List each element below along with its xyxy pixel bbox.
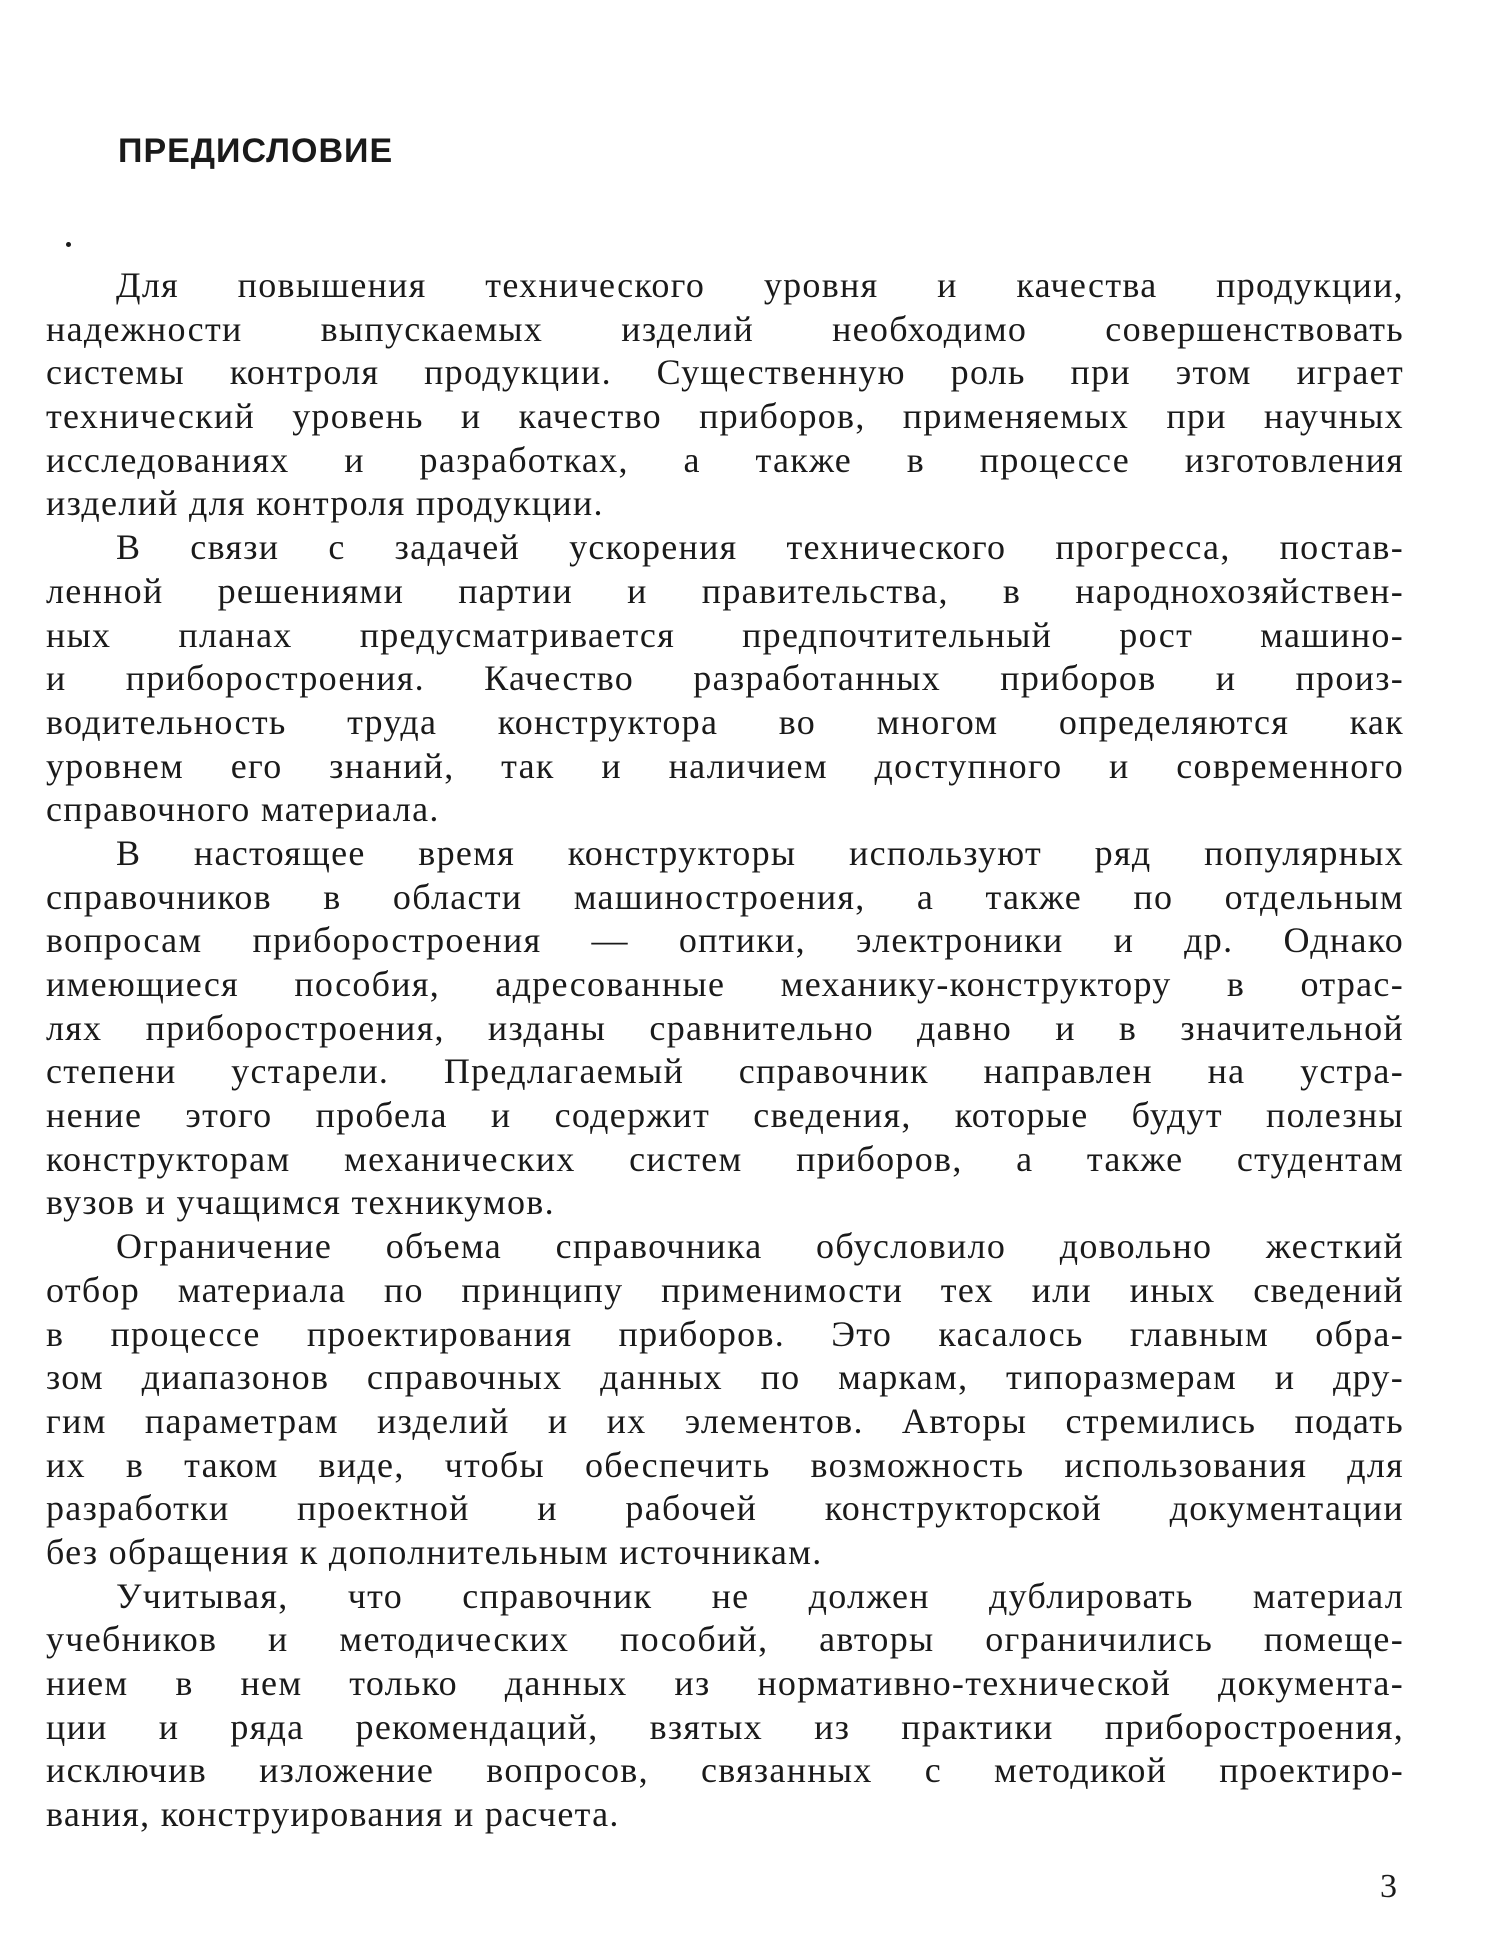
text-line: отбор материала по принципу применимости тех или иных сведений bbox=[46, 1269, 1404, 1310]
text-line: без обращения к дополнительным источникам. bbox=[46, 1531, 823, 1572]
page-heading: ПРЕДИСЛОВИЕ bbox=[118, 132, 394, 170]
text-line: надежности выпускаемых изделий необходимо совершенствовать bbox=[46, 308, 1404, 349]
text-line: Учитывая, что справочник не должен дублировать материал bbox=[116, 1575, 1404, 1616]
text-line: системы контроля продукции. Существенную роль при этом играет bbox=[46, 352, 1404, 393]
text-line: нение этого пробела и содержит сведения, которые будут полезны bbox=[46, 1095, 1404, 1136]
text-line: учебников и методических пособий, авторы ограничились помеще- bbox=[46, 1619, 1404, 1660]
paragraph bbox=[46, 264, 1404, 526]
text-line: ных планах предусматривается предпочтительный рост машино- bbox=[46, 614, 1404, 655]
text-line: справочного материала. bbox=[46, 789, 440, 830]
text-line: ции и ряда рекомендаций, взятых из практики приборостроения, bbox=[46, 1706, 1404, 1747]
page-number: 3 bbox=[1380, 1868, 1397, 1905]
text-line: исключив изложение вопросов, связанных с методикой проектиро- bbox=[46, 1750, 1404, 1791]
paragraph bbox=[46, 1575, 1404, 1837]
text-line: водительность труда конструктора во многом определяются как bbox=[46, 701, 1404, 742]
print-speck bbox=[66, 242, 71, 247]
text-line: разработки проектной и рабочей конструкторской документации bbox=[46, 1488, 1404, 1529]
text-line: В связи с задачей ускорения технического прогресса, постав- bbox=[116, 527, 1404, 568]
text-line: вузов и учащимся техникумов. bbox=[46, 1182, 555, 1223]
paragraph bbox=[46, 1225, 1404, 1575]
text-line: нием в нем только данных из нормативно-технической документа- bbox=[46, 1663, 1404, 1703]
text-line: их в таком виде, чтобы обеспечить возможность использования для bbox=[46, 1444, 1404, 1485]
text-line: справочников в области машиностроения, а также по отдельным bbox=[46, 876, 1404, 917]
text-line: степени устарели. Предлагаемый справочник направлен на устра- bbox=[46, 1051, 1404, 1092]
text-line: ленной решениями партии и правительства, в народнохозяйствен- bbox=[46, 570, 1404, 611]
text-line: лях приборостроения, изданы сравнительно давно и в значительной bbox=[46, 1007, 1404, 1048]
text-line: и приборостроения. Качество разработанных приборов и произ- bbox=[46, 658, 1404, 699]
text-line: исследованиях и разработках, а также в процессе изготовления bbox=[46, 439, 1404, 480]
text-line: Ограничение объема справочника обусловило довольно жесткий bbox=[116, 1226, 1404, 1267]
text-line: конструкторам механических систем приборов, а также студентам bbox=[46, 1138, 1404, 1179]
paragraph bbox=[46, 526, 1404, 832]
text-line: В настоящее время конструкторы используют ряд популярных bbox=[116, 832, 1404, 873]
text-line: гим параметрам изделий и их элементов. Авторы стремились подать bbox=[46, 1400, 1404, 1441]
text-line: имеющиеся пособия, адресованные механику-конструктору в отрас- bbox=[46, 964, 1404, 1004]
body-text bbox=[46, 264, 1404, 1837]
text-line: вания, конструирования и расчета. bbox=[46, 1794, 620, 1835]
text-line: в процессе проектирования приборов. Это касалось главным обра- bbox=[46, 1313, 1404, 1354]
text-line: вопросам приборостроения — оптики, электроники и др. Однако bbox=[46, 920, 1404, 961]
text-line: зом диапазонов справочных данных по маркам, типоразмерам и дру- bbox=[46, 1357, 1404, 1398]
text-line: Для повышения технического уровня и качества продукции, bbox=[116, 265, 1404, 305]
text-line: уровнем его знаний, так и наличием доступного и современного bbox=[46, 745, 1404, 786]
text-line: изделий для контроля продукции. bbox=[46, 483, 604, 524]
paragraph bbox=[46, 832, 1404, 1225]
text-line: технический уровень и качество приборов, применяемых при научных bbox=[46, 396, 1404, 437]
